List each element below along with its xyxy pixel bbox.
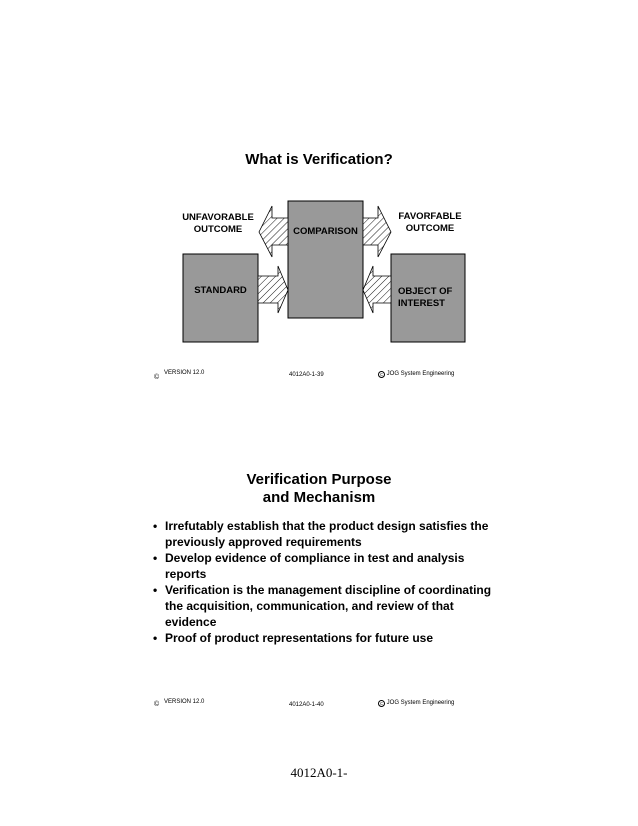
slide1-org-name: JOG System Engineering <box>386 371 455 377</box>
list-item: • Develop evidence of compliance in test and analysis reports <box>152 550 492 582</box>
arrow-object-to-comparison <box>363 266 391 313</box>
unfavorable-outcome-label: UNFAVORABLE OUTCOME <box>182 212 254 235</box>
favorable-outcome-label: FAVORFABLE OUTCOME <box>398 211 462 234</box>
slide1-version: VERSION 12.0 <box>164 370 205 376</box>
slide1-code: 4012A0-1-39 <box>289 372 324 378</box>
standard-label: STANDARD <box>194 285 247 296</box>
slide2-org-mark: c <box>378 700 385 707</box>
slide2-copyright-mark: © <box>154 701 160 708</box>
object-of-interest-label: OBJECT OF INTEREST <box>398 286 453 309</box>
arrow-standard-to-comparison <box>258 266 288 313</box>
slide2-org-name: JOG System Engineering <box>386 700 455 706</box>
list-item: • Verification is the management discipline of coordinating the acquisition, communication, and review of that evidence <box>152 582 492 630</box>
slide1-org-mark: c <box>378 371 385 378</box>
slide1-org <box>378 370 454 379</box>
slide2-org <box>378 699 454 708</box>
slide1-copyright-mark: © <box>154 374 160 381</box>
slide1-title: What is Verification? <box>245 151 393 168</box>
comparison-box <box>288 201 363 318</box>
slide2-title-line1: Verification Purpose <box>246 471 392 488</box>
page-number: 4012A0-1- <box>290 765 348 780</box>
slide2-version: VERSION 12.0 <box>164 699 205 705</box>
slide2-code: 4012A0-1-40 <box>289 702 324 708</box>
slide2-title-line2: and Mechanism <box>262 489 376 506</box>
standard-box <box>183 254 258 342</box>
bullet-list <box>152 518 492 646</box>
verification-diagram <box>0 180 638 350</box>
comparison-label: COMPARISON <box>293 226 358 237</box>
list-item: • Irrefutably establish that the product design satisfies the previously approved requirements <box>152 518 492 550</box>
list-item: • Proof of product representations for future use <box>152 630 492 646</box>
